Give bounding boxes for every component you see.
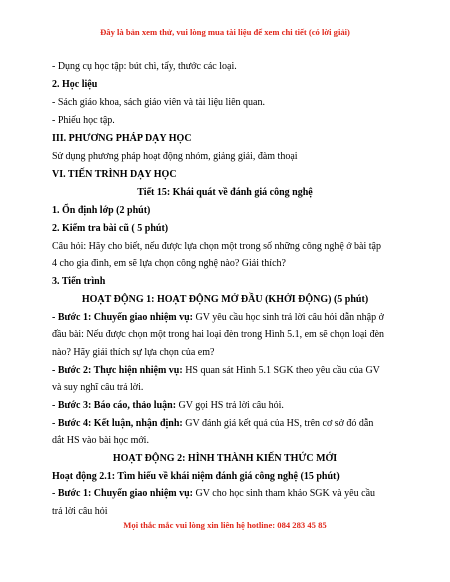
materials-tools-line: - Dụng cụ học tập: bút chì, tẩy, thước các loại.: [52, 61, 237, 72]
activity-1-step-3: - Bước 3: Báo cáo, thảo luận: GV gọi HS trả lời câu hỏi.: [52, 400, 284, 411]
activity-2-1-step-1: - Bước 1: Chuyển giao nhiệm vụ: GV cho học sinh tham khảo SGK và yêu cầu: [52, 488, 376, 499]
activity-2-1-heading: Hoạt động 2.1: Tìm hiểu về khái niệm đánh giá công nghệ (15 phút): [52, 471, 340, 482]
step-process: 3. Tiến trình: [52, 276, 106, 287]
hotline-banner: Mọi thắc mắc vui lòng xin liên hệ hotline: 084 283 45 85: [123, 520, 327, 530]
step-review-old-lesson: 2. Kiểm tra bài cũ ( 5 phút): [52, 223, 169, 234]
activity-1-heading: HOẠT ĐỘNG 1: HOẠT ĐỘNG MỞ ĐẦU (KHỞI ĐỘNG) (5 phút): [81, 294, 369, 305]
preview-notice-banner: Đây là bản xem thử, vui lòng mua tài liệu để xem chi tiết (có lời giải): [100, 27, 350, 37]
section-heading-teaching-process: VI. TIẾN TRÌNH DẠY HỌC: [52, 169, 177, 180]
section-heading-teaching-methods: III. PHƯƠNG PHÁP DẠY HỌC: [52, 133, 192, 144]
activity-1-step-2: - Bước 2: Thực hiện nhiệm vụ: HS quan sát Hình 5.1 SGK theo yêu cầu của GV: [52, 365, 380, 376]
activity-1-step-1-cont-2: nào? Hãy giải thích sự lựa chọn của em?: [52, 347, 215, 358]
materials-textbooks-line: - Sách giáo khoa, sách giáo viên và tài liệu liên quan.: [52, 97, 265, 108]
activity-1-step-1-cont: đầu bài: Nếu được chọn một trong hai loại đèn trong Hình 5.1, em sẽ chọn loại đèn: [52, 329, 385, 340]
review-question-line-1: Câu hỏi: Hãy cho biết, nếu được lựa chọn một trong số những công nghệ ở bài tập: [52, 241, 381, 252]
lesson-title: Tiết 15: Khái quát về đánh giá công nghệ: [137, 187, 313, 198]
activity-2-heading: HOẠT ĐỘNG 2: HÌNH THÀNH KIẾN THỨC MỚI: [112, 453, 338, 464]
activity-1-step-4: - Bước 4: Kết luận, nhận định: GV đánh giá kết quả của HS, trên cơ sở đó dẫn: [52, 418, 374, 429]
materials-worksheet-line: - Phiếu học tập.: [52, 115, 115, 126]
step-class-stabilization: 1. Ổn định lớp (2 phút): [52, 205, 151, 216]
teaching-methods-text: Sử dụng phương pháp hoạt động nhóm, giảng giải, đàm thoại: [52, 151, 298, 162]
activity-1-step-1: - Bước 1: Chuyển giao nhiệm vụ: GV yêu cầu học sinh trả lời câu hỏi dẫn nhập ở: [52, 312, 384, 323]
review-question-line-2: 4 cho gia đình, em sẽ lựa chọn công nghệ nào? Giải thích?: [52, 258, 286, 269]
section-heading-learning-materials: 2. Học liệu: [52, 79, 98, 90]
activity-1-step-4-cont: dắt HS vào bài học mới.: [52, 435, 149, 446]
activity-2-1-step-1-cont: trả lời câu hỏi: [52, 506, 108, 517]
activity-1-step-2-cont: và suy nghĩ câu trả lời.: [52, 382, 144, 393]
